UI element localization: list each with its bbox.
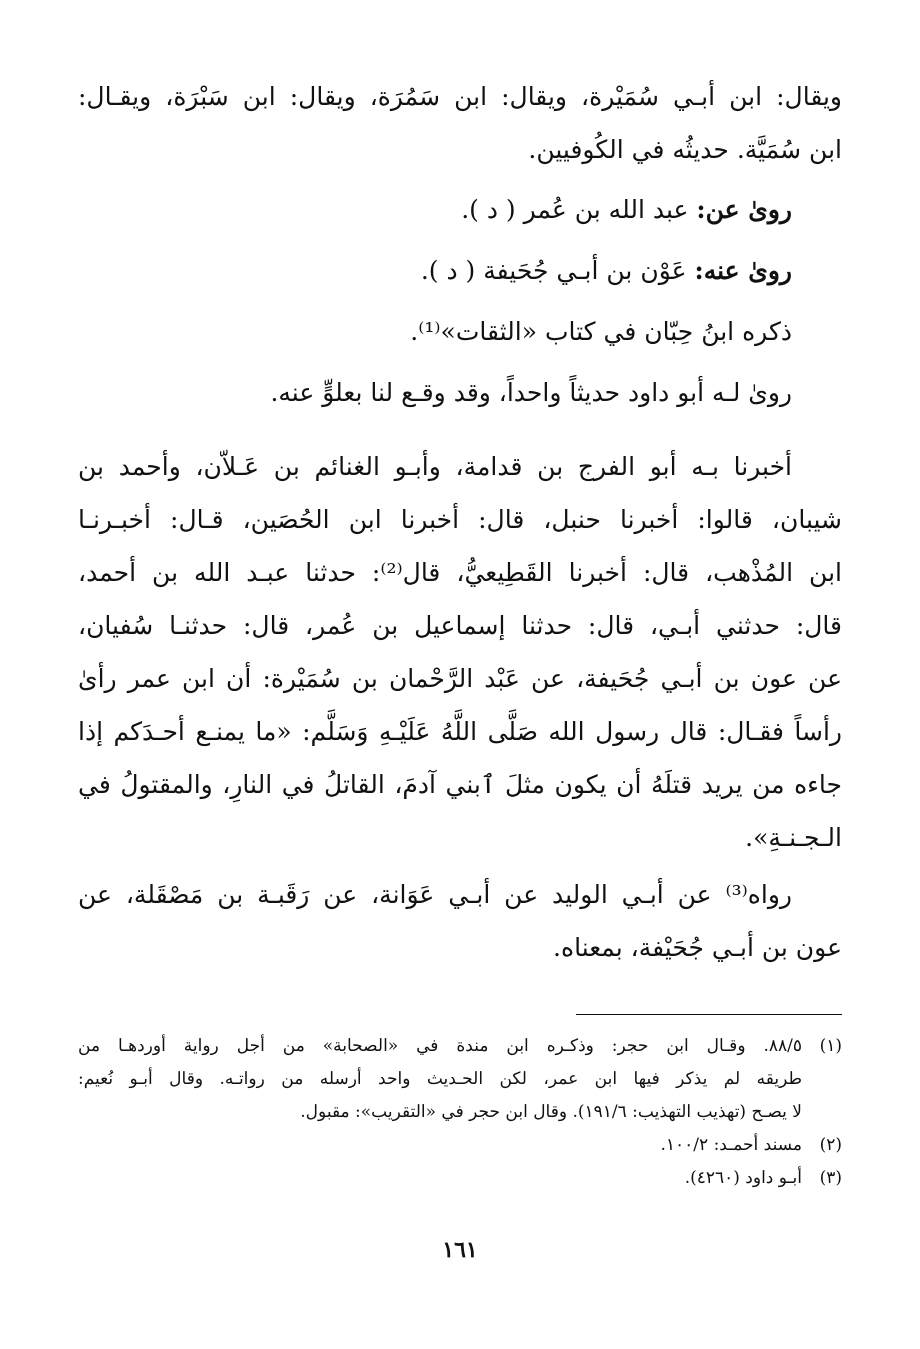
narrated-from-label: روىٰ عن: (696, 195, 792, 224)
footnote-2-line (78, 1129, 842, 1162)
footnote-3-line (78, 1162, 842, 1195)
intro-line-1: ويقال: ابن أبـي سُمَيْرة، ويقال: ابن سَمُرَة، ويقال: ابن سَبْرَة، ويقـال: (78, 82, 842, 111)
intro-paragraph (78, 70, 842, 176)
narration-line: روىٰ لـه أبو داود حديثاً واحداً، وقد وقـع لنا بعلوٍّ عنه. (270, 378, 792, 407)
rawah-line: رواه⁽³⁾ عن أبـي الوليد عن أبـي عَوَانة، عن رَقَبـة بن مَصْقَلة، عن (78, 880, 792, 909)
footnote-1-line: لا يصـح (تهذيب التهذيب: ١٩١/٦). وقال ابن حجر في «التقريب»: مقبول. (300, 1102, 802, 1122)
hadith-line: أخبرنا بـه أبو الفرج بن قدامة، وأبـو الغنائم بن عَـلاّن، وأحمد بن (78, 452, 792, 481)
hadith-line: الـجـنـةِ». (745, 823, 842, 852)
footnote-text: مسند أحمـد: ١٠٠/٢. (660, 1135, 802, 1155)
page-number: ١٦١ (442, 1237, 478, 1263)
narrated-by-label: روىٰ عنه: (694, 256, 792, 285)
narrated-from-text: عبد الله بن عُمر ( د ). (461, 195, 689, 224)
hadith-paragraph (78, 440, 842, 864)
rawah-line: عون بن أبـي جُحَيْفة، بمعناه. (553, 933, 842, 962)
hadith-line: قال: حدثني أبـي، قال: حدثنا إسماعيل بن عُمر، قال: حدثنـا سُفيان، (78, 611, 842, 640)
hadith-line: شيبان، قالوا: أخبرنا حنبل، قال: أخبرنا ابن الحُصَين، قـال: أخبـرنـا (78, 505, 842, 534)
rawah-paragraph (78, 868, 842, 974)
footnote-text: ٨٨/٥. وقـال ابن حجر: وذكـره ابن مندة في «الصحابة» من أجل رواية أوردهـا من (78, 1036, 802, 1056)
narrated-by-line (78, 244, 792, 297)
hadith-line: رأساً فقـال: قال رسول الله صَلَّى اللَّهُ عَلَيْـهِ وَسَلَّم: «ما يمنـع أحـدَكم إذا (78, 717, 842, 746)
footnote-1-line: طريقه لم يذكر فيها ابن عمر، لكن الحـديث واحد أرسله من رواتـه. وقال أبـو نُعيم: (78, 1069, 802, 1089)
narrated-from-line (78, 183, 792, 236)
footnote-number: (١) (819, 1036, 842, 1056)
narrated-by-text: عَوْن بن أبـي جُحَيفة ( د ). (420, 256, 687, 285)
intro-line-2: ابن سُمَيَّة. حديثُه في الكُوفيين. (528, 135, 842, 164)
footnote-number: (٣) (819, 1168, 842, 1188)
hadith-line: جاءه من يريد قتلَهُ أن يكون مثلَ ٱبني آدمَ، القاتلُ في النارِ، والمقتولُ في (78, 770, 842, 799)
footnote-1-line (78, 1030, 842, 1063)
footnotes (78, 1030, 842, 1195)
footnote-number: (٢) (819, 1135, 842, 1155)
mention-line: ذكره ابنُ حِبّان في كتاب «الثقات»⁽¹⁾. (410, 317, 792, 346)
riwaya-section (78, 183, 792, 419)
footnote-separator (576, 1014, 842, 1015)
footnote-text: أبـو داود (٤٢٦٠). (684, 1168, 802, 1188)
hadith-line: ابن المُذْهب، قال: أخبرنا القَطِيعيُّ، قال⁽²⁾: حدثنا عبـد الله بن أحمد، (78, 558, 842, 587)
hadith-line: عن عون بن أبـي جُحَيفة، عن عَبْد الرَّحْمان بن سُمَيْرة: أن ابن عمر رأىٰ (78, 664, 842, 693)
